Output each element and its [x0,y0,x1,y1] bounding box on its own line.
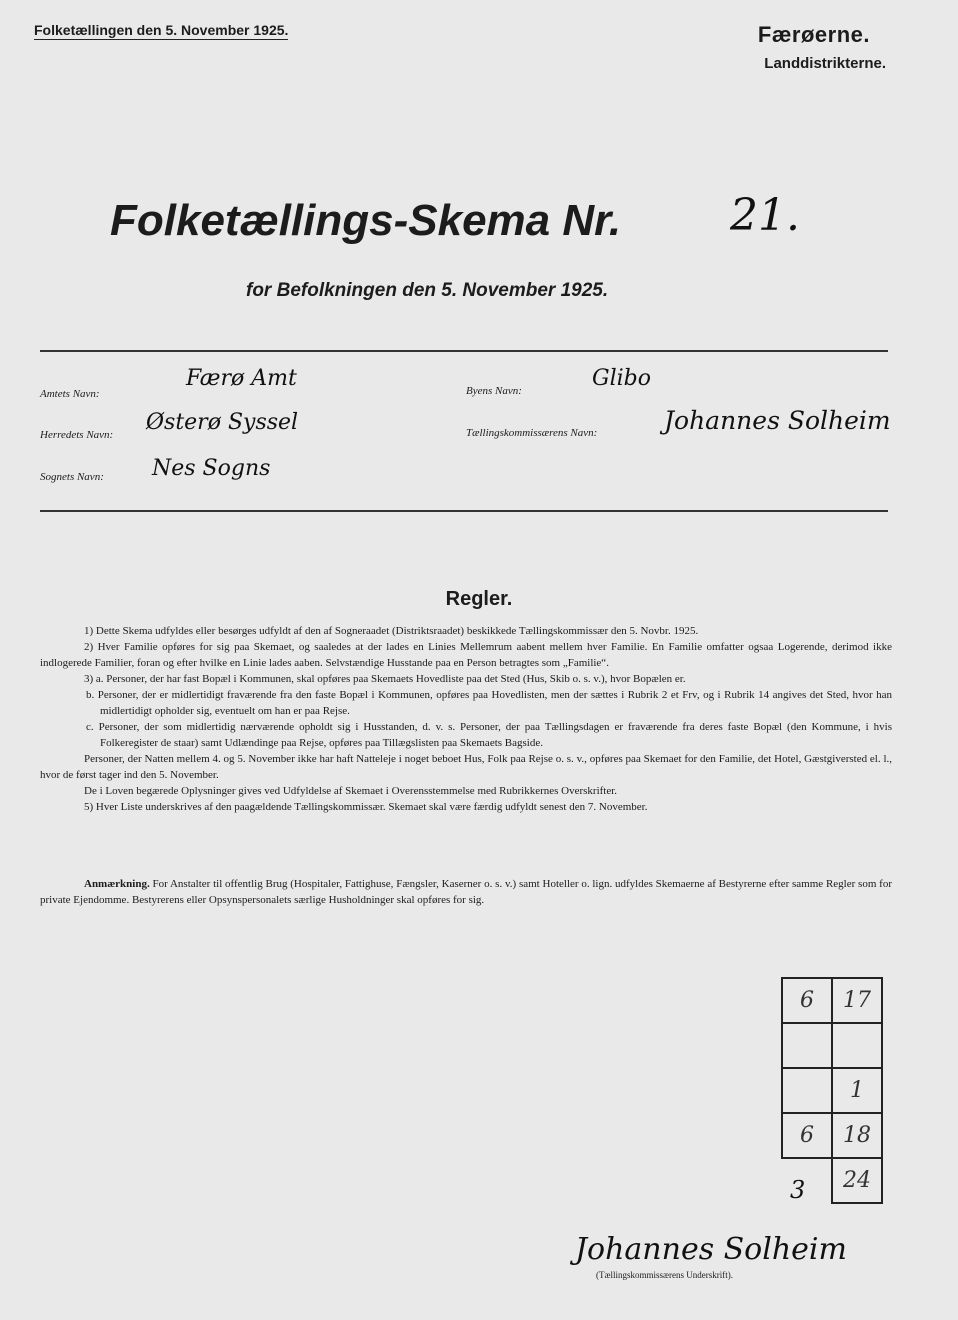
rule-1: 1) Dette Skema udfyldes eller besørges udfyldt af den af Sogneraadet (Distriktsraadet) beskikkede Tællingskommissær den 5. Novbr. 1925. [84,625,699,637]
tally-row [782,1113,882,1158]
rule-4: De i Loven begærede Oplysninger gives ved Udfyldelse af Skemaet i Overensstemmelse med Rubrikkernes Overskrifter. [84,785,618,797]
header-region: Færøerne. [757,22,870,47]
header-district-type: Landdistrikterne. [764,55,886,72]
tally-row [782,1023,882,1068]
tally-cell [782,1023,832,1068]
signature: Johannes Solheim [575,1232,847,1267]
tally-cell [782,1068,832,1113]
by-label: Byens Navn: [466,385,522,397]
page-subtitle: for Befolkningen den 5. November 1925. [246,280,609,301]
kommissaer-value: Johannes Solheim [664,406,891,435]
page-title: Folketællings-Skema Nr. [110,196,622,245]
rule-3a: 3) a. Personer, der har fast Bopæl i Kommunen, skal opføres paa Skemaets Hovedliste paa det Sted (Hus, Skib o. s. v.), hvor Bopælen er. [84,673,686,685]
herred-value: Østerø Syssel [146,410,299,435]
amt-value: Færø Amt [186,366,297,391]
tally-cell: 17 [832,978,882,1023]
rules-list [40,623,892,815]
tally-cell: 18 [832,1113,882,1158]
tally-cell: 24 [832,1158,882,1203]
amt-label: Amtets Navn: [40,388,100,400]
kommissaer-label: Tællingskommissærens Navn: [466,427,598,439]
tally-cell: 6 [782,978,832,1023]
tally-cell: 1 [832,1068,882,1113]
rule-3d: Personer, der Natten mellem 4. og 5. November ikke har haft Natteleje i noget beboet Hus, Folk paa Rejse o. s. v., opføres paa Skemaet for den Familie, det Hotel, Gæstgiversted el. l., hvor de først tager ind den 5. November. [40,753,892,781]
tally-table [781,977,883,1204]
tally-cell: 6 [782,1113,832,1158]
divider-bottom [40,510,888,512]
rule-5: 5) Hver Liste underskrives af den paagældende Tællingskommissær. Skemaet skal være færdig udfyldt senest den 7. November. [84,801,648,813]
header-census-date: Folketællingen den 5. November 1925. [34,22,289,38]
rule-3b: b. Personer, der er midlertidigt fraværende fra den faste Bopæl i Kommunen, opføres paa Hovedlisten, men der sættes i Rubrik 2 et Frv, og i Rubrik 14 angives det Sted, hvor han midlertidigt opholder sig, eventuelt om han er paa Rejse. [86,689,892,717]
tally-extra-left: 3 [790,1176,806,1204]
note-text: For Anstalter til offentlig Brug (Hospitaler, Fattighuse, Fængsler, Kaserner o. s. v.) samt Hoteller o. lign. udfyldes Skemaerne af Bestyrerne efter samme Regler som for private Ejendomme. Bestyrerens eller Opsynspersonalets særlige Husholdninger skal opføres for sig. [40,878,893,906]
rule-3c: c. Personer, der som midlertidig nærværende opholdt sig i Husstanden, d. v. s. Personer, der paa Tællingsdagen er fraværende fra deres faste Bopæl (den Kommune, i hvis Folkeregister de staar) samt Udlændinge paa Rejse, opføres paa Tillægslisten paa Skemaets Bagside. [86,721,892,749]
signature-caption: (Tællingskommissærens Underskrift). [596,1270,733,1280]
tally-row [782,978,882,1023]
rules-heading: Regler. [445,588,513,610]
sogn-label: Sognets Navn: [40,471,104,483]
divider-top [40,350,888,352]
note-label: Anmærkning. [84,878,150,890]
schema-number: 21. [730,190,800,241]
rule-2: 2) Hver Familie opføres for sig paa Skemaet, og saaledes at der lades en Linies Mellemrum aabent mellem hver Familie. En Familie omfatter ogsaa Logerende, derimod ikke indlogerede Familier, foran og efter hvilke en Linie lades aaben. Selvstændige Husstande paa en Person betragtes som „Familie“. [40,641,892,669]
note [40,876,892,908]
tally-cell [832,1023,882,1068]
by-value: Glibo [592,366,651,391]
sogn-value: Nes Sogns [152,456,271,481]
herred-label: Herredets Navn: [40,429,114,441]
tally-row [782,1068,882,1113]
